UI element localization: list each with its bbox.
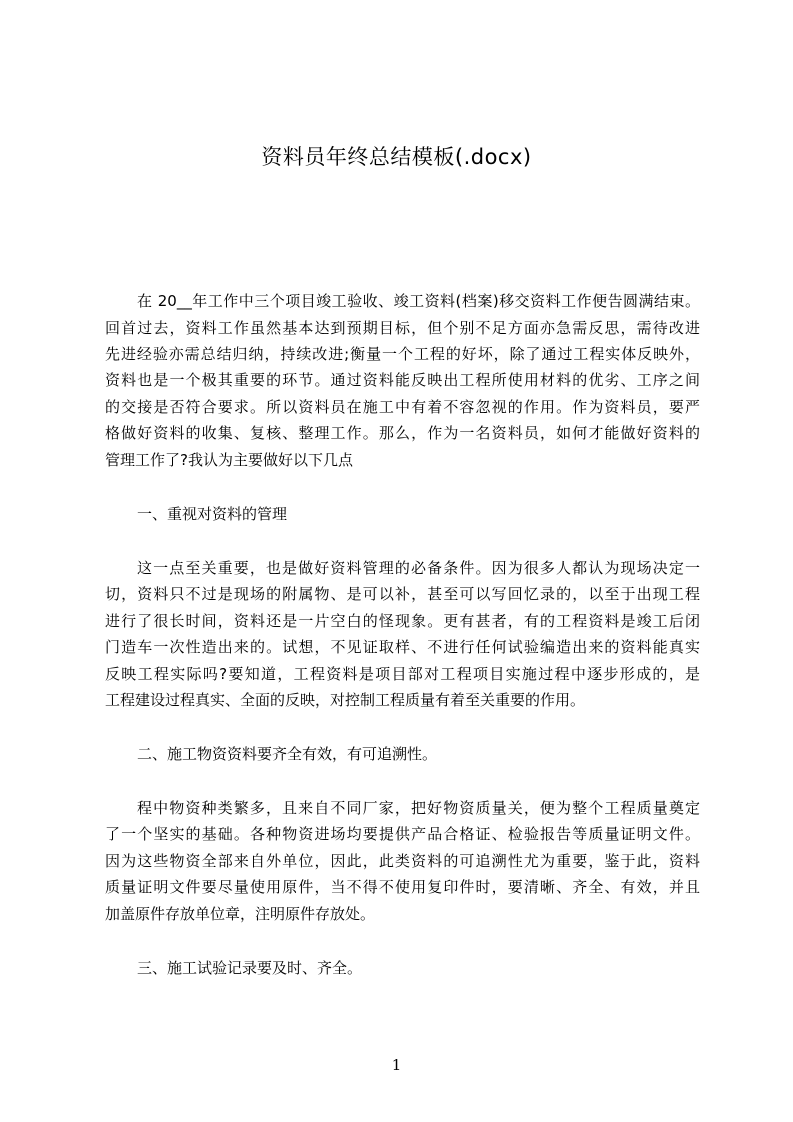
- paragraph-line: 回首过去，资料工作虽然基本达到预期目标，但个别不足方面亦急需反思，需待改进: [105, 319, 700, 337]
- section-heading: 三、施工试验记录要及时、齐全。: [137, 959, 363, 977]
- paragraph-line: 加盖原件存放单位章，注明原件存放处。: [105, 905, 376, 923]
- paragraph-line: 先进经验亦需总结归纳，持续改进;衡量一个工程的好坏，除了通过工程实体反映外，: [105, 345, 700, 363]
- paragraph-line: 了一个坚实的基础。各种物资进场均要提供产品合格证、检验报告等质量证明文件。: [105, 825, 700, 843]
- paragraph-line: 质量证明文件要尽量使用原件，当不得不使用复印件时，要清晰、齐全、有效，并且: [105, 878, 700, 896]
- paragraph-line: 反映工程实际吗?要知道，工程资料是项目部对工程项目实施过程中逐步形成的，是: [105, 665, 700, 683]
- page-number: 1: [391, 1056, 402, 1074]
- paragraph-line: 管理工作了?我认为主要做好以下几点: [105, 451, 353, 469]
- paragraph-line: 格做好资料的收集、复核、整理工作。那么，作为一名资料员，如何才能做好资料的: [105, 424, 700, 442]
- section-heading: 一、重视对资料的管理: [137, 505, 288, 523]
- paragraph-line: 工程建设过程真实、全面的反映，对控制工程质量有着至关重要的作用。: [105, 691, 586, 709]
- paragraph-line: 进行了很长时间，资料还是一片空白的怪现象。更有甚者，有的工程资料是竣工后闭: [105, 612, 700, 630]
- section-heading: 二、施工物资资料要齐全有效，有可追溯性。: [137, 745, 438, 763]
- paragraph-line: 这一点至关重要，也是做好资料管理的必备条件。因为很多人都认为现场决定一: [137, 559, 700, 577]
- paragraph-line: 资料也是一个极其重要的环节。通过资料能反映出工程所使用材料的优劣、工序之间: [105, 371, 700, 389]
- paragraph-line: 的交接是否符合要求。所以资料员在施工中有着不容忽视的作用。作为资料员，要严: [105, 398, 700, 416]
- paragraph-line: 门造车一次性造出来的。试想，不见证取样、不进行任何试验编造出来的资料能真实: [105, 638, 700, 656]
- paragraph-line: 程中物资种类繁多，且来自不同厂家，把好物资质量关，便为整个工程质量奠定: [137, 799, 700, 817]
- document-title: 资料员年终总结模板(.docx): [261, 145, 532, 169]
- paragraph-line: 切，资料只不过是现场的附属物、是可以补，甚至可以写回忆录的，以至于出现工程: [105, 585, 700, 603]
- paragraph-line: 在 20__年工作中三个项目竣工验收、竣工资料(档案)移交资料工作便告圆满结束。: [137, 292, 700, 310]
- paragraph-line: 因为这些物资全部来自外单位，因此，此类资料的可追溯性尤为重要，鉴于此，资料: [105, 852, 700, 870]
